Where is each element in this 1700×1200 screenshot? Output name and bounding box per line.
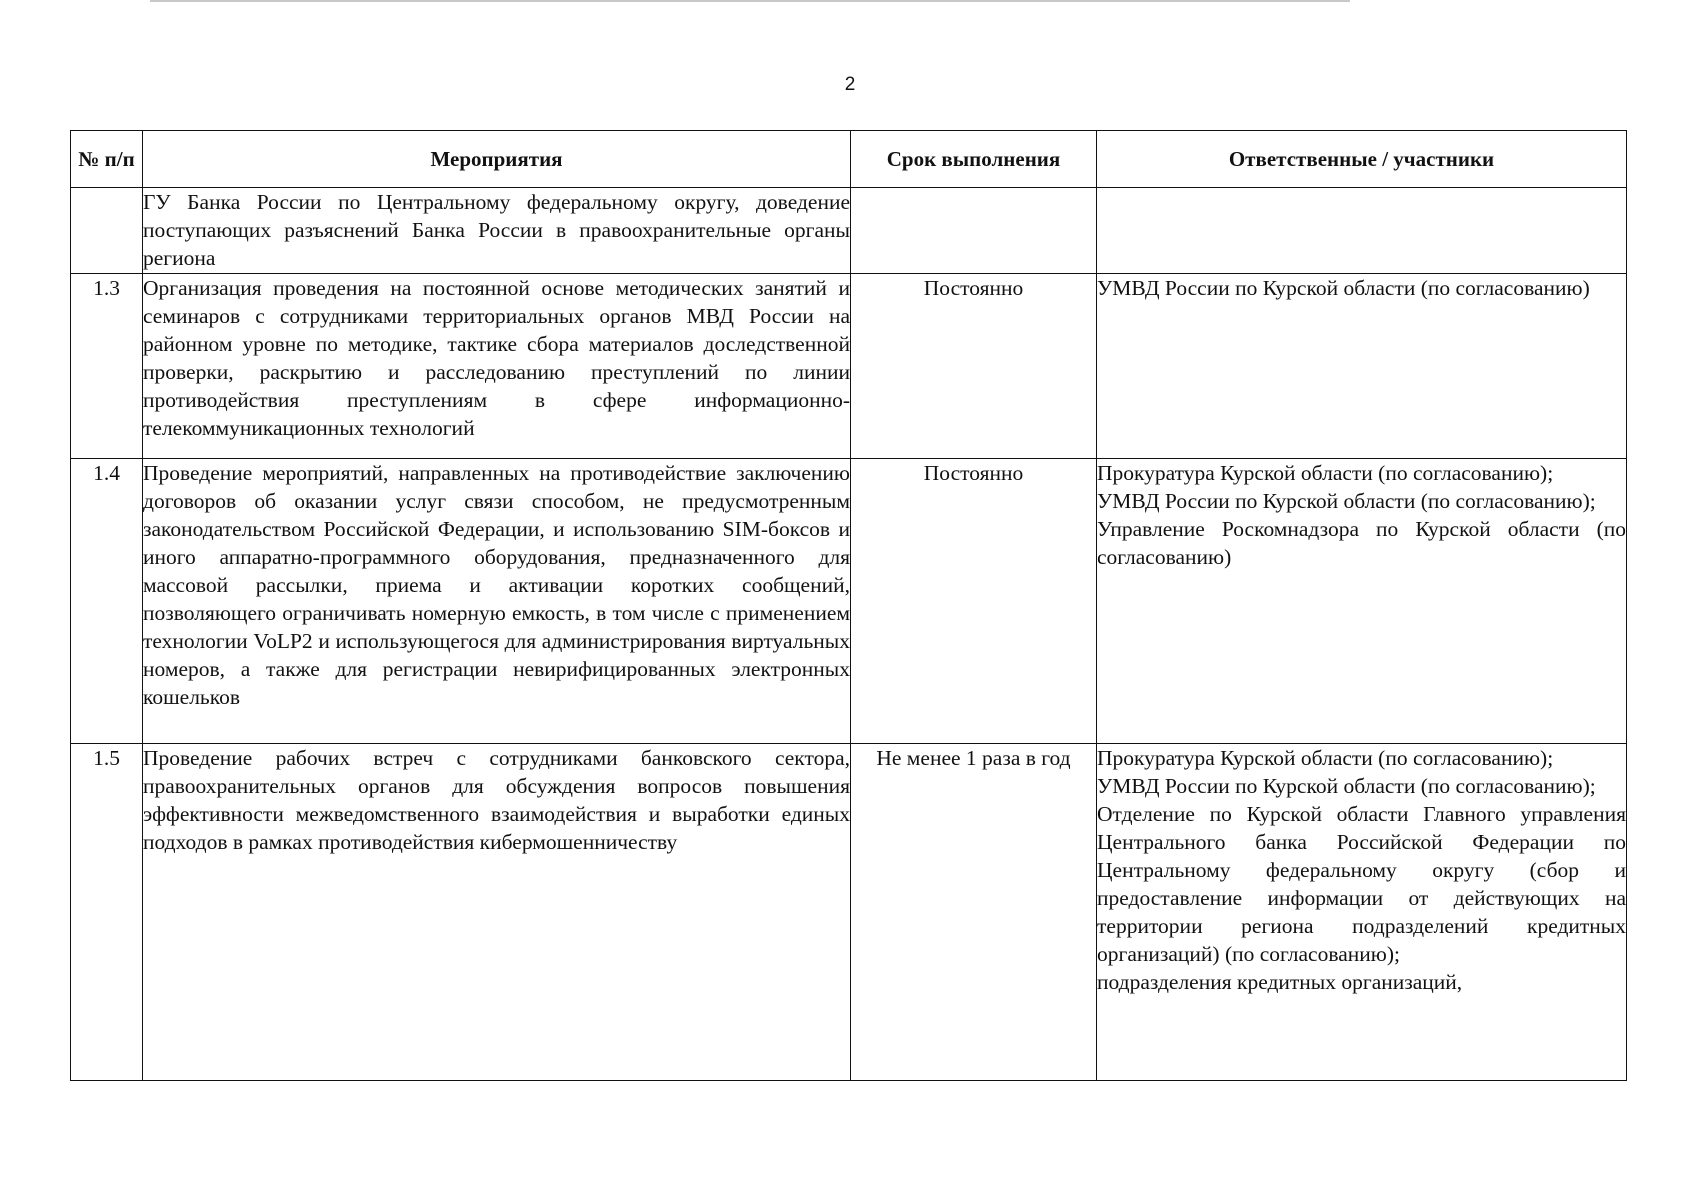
header-responsible: Ответственные / участники	[1097, 131, 1627, 188]
row-activity: Проведение мероприятий, направленных на противодействие заключению договоров об оказании услуг связи способом, не предусмотренным законодательством Российской Федерации, и использованию SIM-боксов и иного аппаратно-программного оборудования, предназначенного для массовой рассылки, приема и активации коротких сообщений, позволяющего ограничивать номерную емкость, в том числе с применением технологии VoLP2 и использующегося для администрирования виртуальных номеров, а также для регистрации невирифицированных электронных кошельков	[143, 459, 851, 744]
scan-edge	[150, 0, 1350, 2]
responsible-entry: Управление Роскомнадзора по Курской области (по согласованию)	[1097, 517, 1626, 569]
row-number: 1.3	[71, 274, 143, 459]
responsible-entry: Отделение по Курской области Главного управления Центрального банка Российской Федерации по Центральному федеральному округу (сбор и предоставление информации от действующих на территории региона подразделений кредитных организаций) (по согласованию);	[1097, 802, 1626, 966]
row-term: Не менее 1 раза в год	[851, 744, 1097, 1081]
row-responsible	[1097, 188, 1627, 274]
row-activity: ГУ Банка России по Центральному федеральному округу, доведение поступающих разъяснений Банка России в правоохранительные органы региона	[143, 188, 851, 274]
header-num: № п/п	[71, 131, 143, 188]
action-plan-table	[70, 130, 1627, 1081]
row-number: 1.4	[71, 459, 143, 744]
table-row	[71, 744, 1627, 1081]
responsible-entry: УМВД России по Курской области (по согласованию)	[1097, 276, 1590, 300]
table-row	[71, 274, 1627, 459]
table-row	[71, 459, 1627, 744]
row-activity: Проведение рабочих встреч с сотрудниками банковского сектора, правоохранительных органов для обсуждения вопросов повышения эффективности межведомственного взаимодействия и выработки единых подходов в рамках противодействия кибермошенничеству	[143, 744, 851, 1081]
row-responsible	[1097, 274, 1627, 459]
header-term: Срок выполнения	[851, 131, 1097, 188]
row-activity: Организация проведения на постоянной основе методических занятий и семинаров с сотрудниками территориальных органов МВД России на районном уровне по методике, тактике сбора материалов доследственной проверки, раскрытию и расследованию преступлений по линии противодействия преступлениям в сфере информационно-телекоммуникационных технологий	[143, 274, 851, 459]
row-term	[851, 188, 1097, 274]
responsible-entry: Прокуратура Курской области (по согласованию);	[1097, 461, 1554, 485]
row-responsible	[1097, 744, 1627, 1081]
responsible-entry: УМВД России по Курской области (по согласованию);	[1097, 489, 1596, 513]
row-number: 1.5	[71, 744, 143, 1081]
responsible-entry: Прокуратура Курской области (по согласованию);	[1097, 746, 1554, 770]
responsible-entry: подразделения кредитных организаций,	[1097, 970, 1463, 994]
row-term: Постоянно	[851, 459, 1097, 744]
page-number: 2	[844, 74, 856, 95]
row-number	[71, 188, 143, 274]
table-header-row	[71, 131, 1627, 188]
table-row	[71, 188, 1627, 274]
responsible-entry: УМВД России по Курской области (по согласованию);	[1097, 774, 1596, 798]
row-term: Постоянно	[851, 274, 1097, 459]
header-activity: Мероприятия	[143, 131, 851, 188]
row-responsible	[1097, 459, 1627, 744]
